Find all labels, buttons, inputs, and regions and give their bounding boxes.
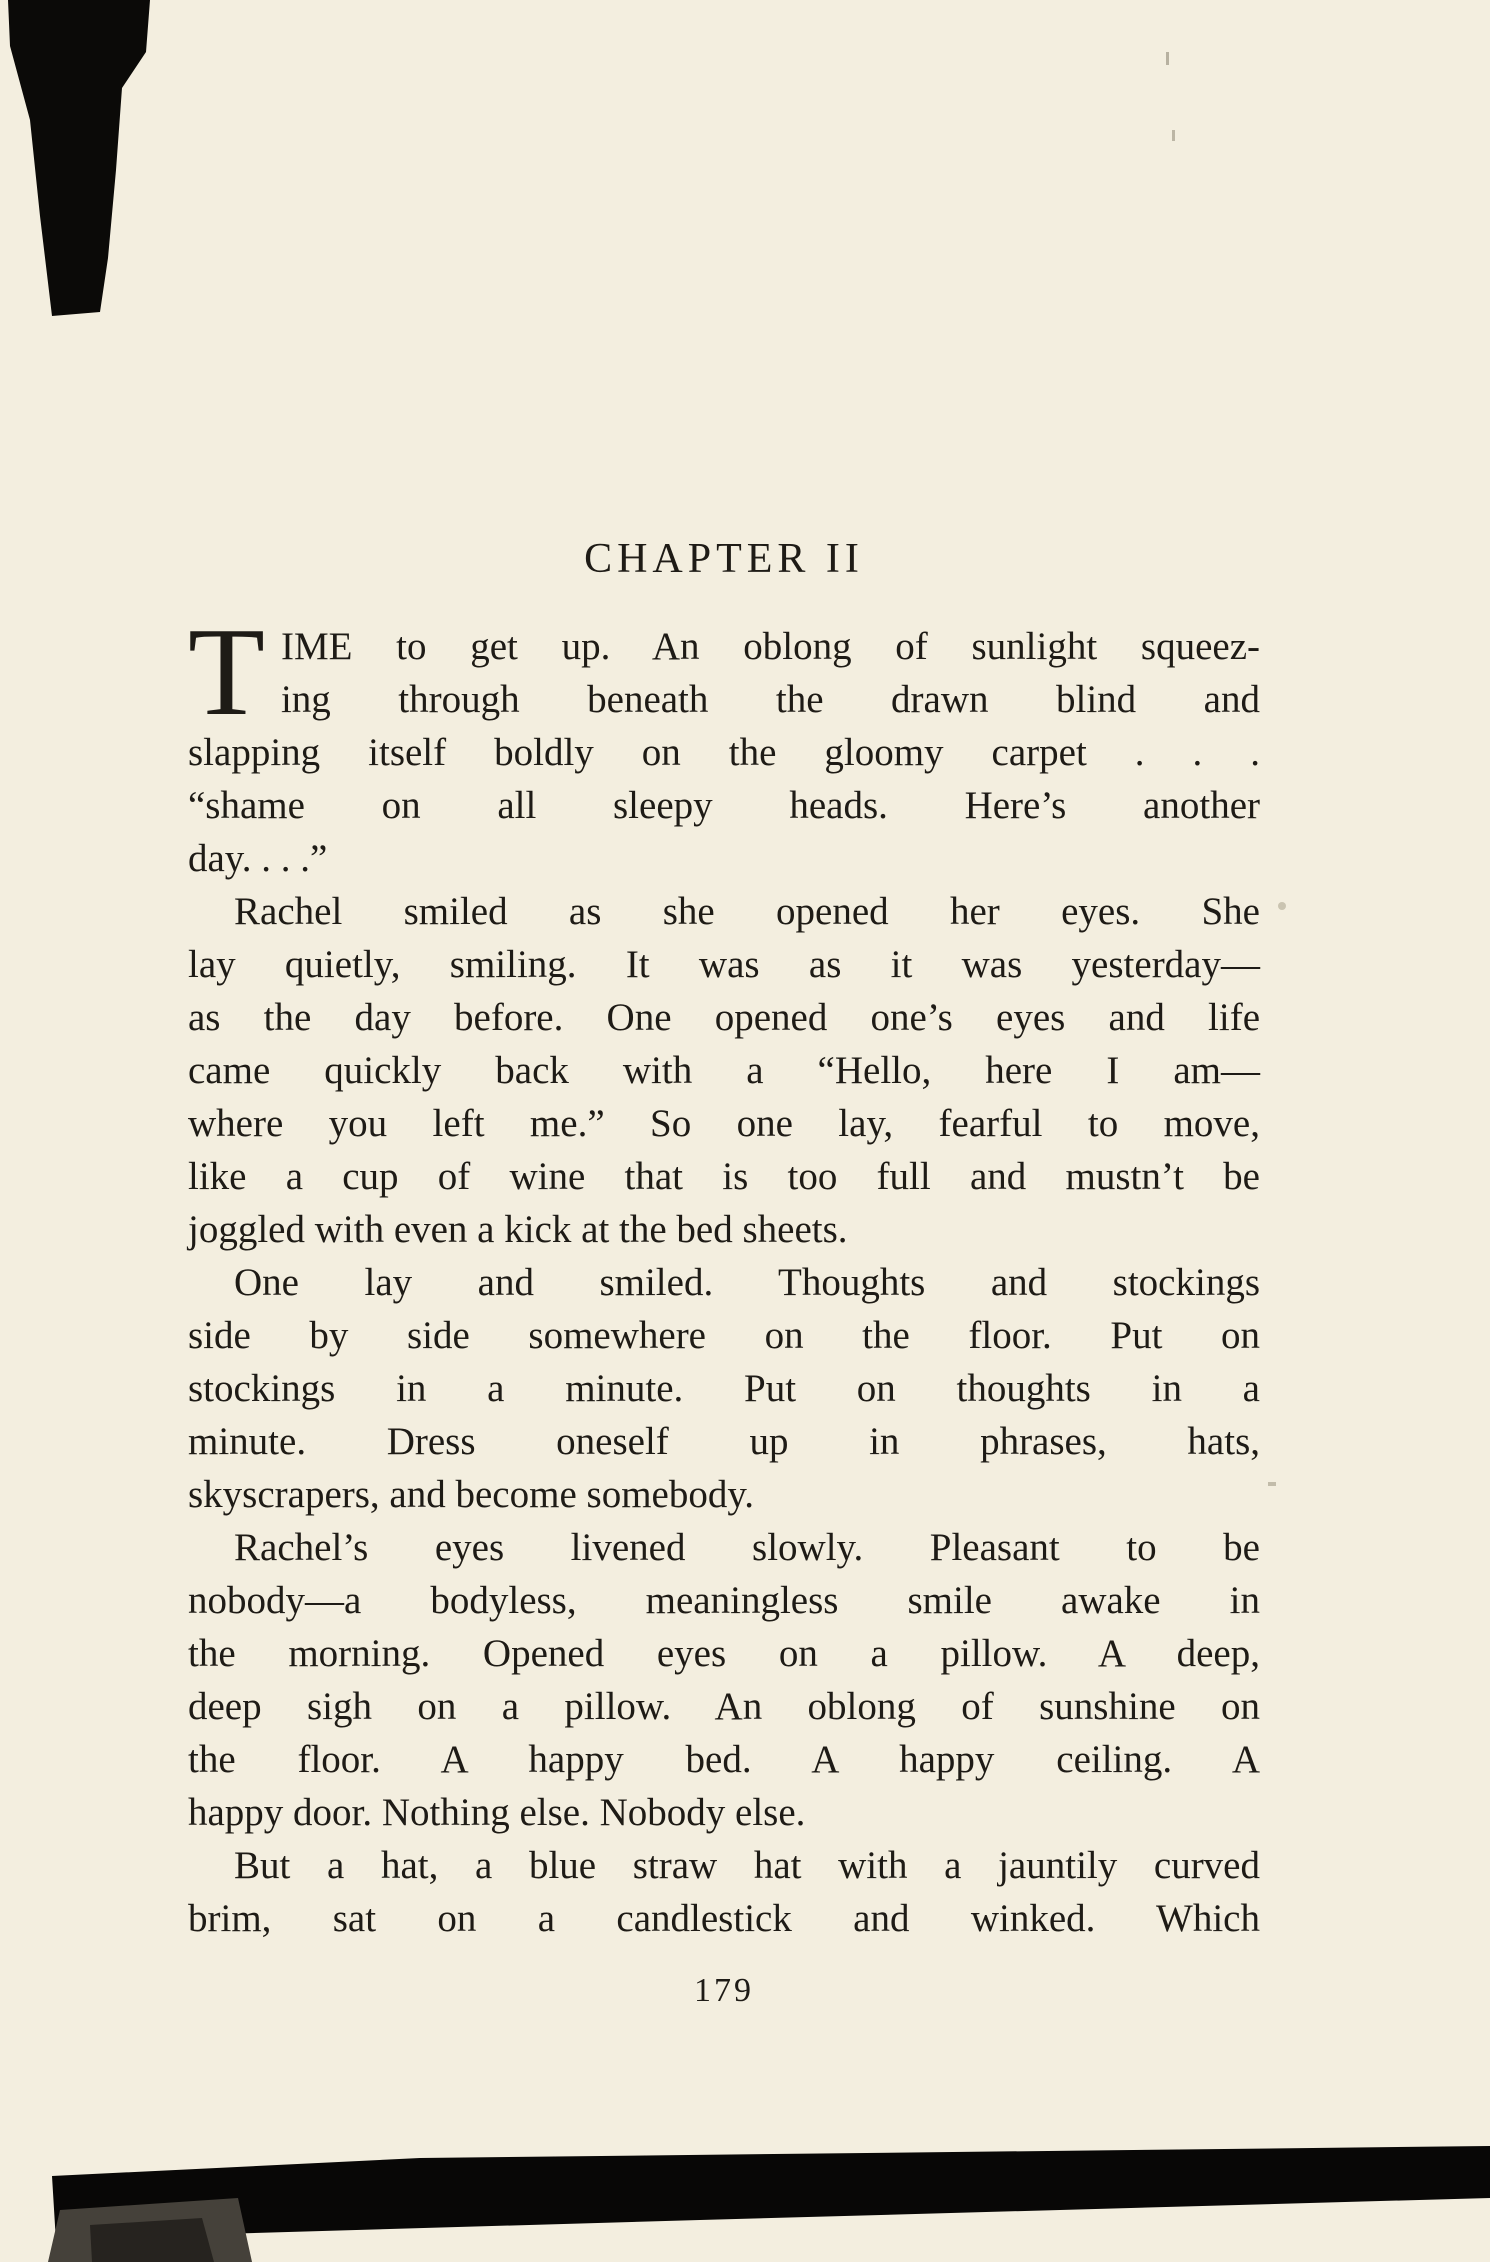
- text-line: deep sigh on a pillow. An oblong of sunshine on: [188, 1685, 1260, 1728]
- text-line: happy door. Nothing else. Nobody else.: [188, 1791, 806, 1834]
- scan-speck: [1278, 902, 1286, 910]
- paragraph: [188, 1521, 1260, 1839]
- text-line: came quickly back with a “Hello, here I am—: [188, 1049, 1260, 1092]
- text-line: Rachel’s eyes livened slowly. Pleasant to be: [234, 1526, 1260, 1569]
- paragraph: [188, 1256, 1260, 1521]
- text-line: joggled with even a kick at the bed sheets.: [188, 1208, 848, 1251]
- text-line: brim, sat on a candlestick and winked. Which: [188, 1897, 1260, 1940]
- text-line: stockings in a minute. Put on thoughts in a: [188, 1367, 1260, 1410]
- text-line: One lay and smiled. Thoughts and stockings: [234, 1261, 1260, 1304]
- paragraph: [188, 603, 1260, 885]
- paragraph: [188, 1839, 1260, 1945]
- text-line: skyscrapers, and become somebody.: [188, 1473, 755, 1516]
- paragraph: [188, 885, 1260, 1256]
- chapter-heading: CHAPTER II: [584, 536, 864, 582]
- ink-blot-top-left: [8, 0, 150, 316]
- text-line: day. . . .”: [188, 837, 328, 880]
- text-line: ing through beneath the drawn blind and: [280, 678, 1260, 721]
- text-line: Rachel smiled as she opened her eyes. She: [234, 890, 1260, 933]
- scan-speck: [1172, 130, 1175, 141]
- text-line: the floor. A happy bed. A happy ceiling. A: [188, 1738, 1260, 1781]
- scan-bar-bottom: [52, 2146, 1490, 2242]
- drop-cap: T: [188, 603, 265, 742]
- scan-speck: [1268, 1482, 1276, 1486]
- text-line: lay quietly, smiling. It was as it was yesterday—: [188, 943, 1260, 986]
- text-line: side by side somewhere on the floor. Put on: [188, 1314, 1260, 1357]
- text-line: “shame on all sleepy heads. Here’s another: [188, 784, 1260, 827]
- page-number: 179: [694, 1972, 754, 2009]
- body-text: [188, 603, 1260, 1945]
- text-line: nobody—a bodyless, meaningless smile awake in: [188, 1579, 1260, 1622]
- scan-speck: [1166, 52, 1169, 65]
- text-block: [188, 538, 1260, 1945]
- text-line: where you left me.” So one lay, fearful to move,: [188, 1102, 1260, 1145]
- text-line: But a hat, a blue straw hat with a jauntily curved: [234, 1844, 1260, 1887]
- text-line: like a cup of wine that is too full and mustn’t be: [188, 1155, 1260, 1198]
- scan-smudge-bottom-left-dark: [90, 2218, 214, 2262]
- text-line: minute. Dress oneself up in phrases, hats,: [188, 1420, 1260, 1463]
- text-line: as the day before. One opened one’s eyes and life: [188, 996, 1260, 1039]
- scan-smudge-bottom-left: [48, 2198, 252, 2262]
- text-line: the morning. Opened eyes on a pillow. A deep,: [188, 1632, 1260, 1675]
- text-line: slapping itself boldly on the gloomy carpet . . .: [188, 731, 1260, 774]
- text-line: IME to get up. An oblong of sunlight squeez-: [280, 625, 1260, 668]
